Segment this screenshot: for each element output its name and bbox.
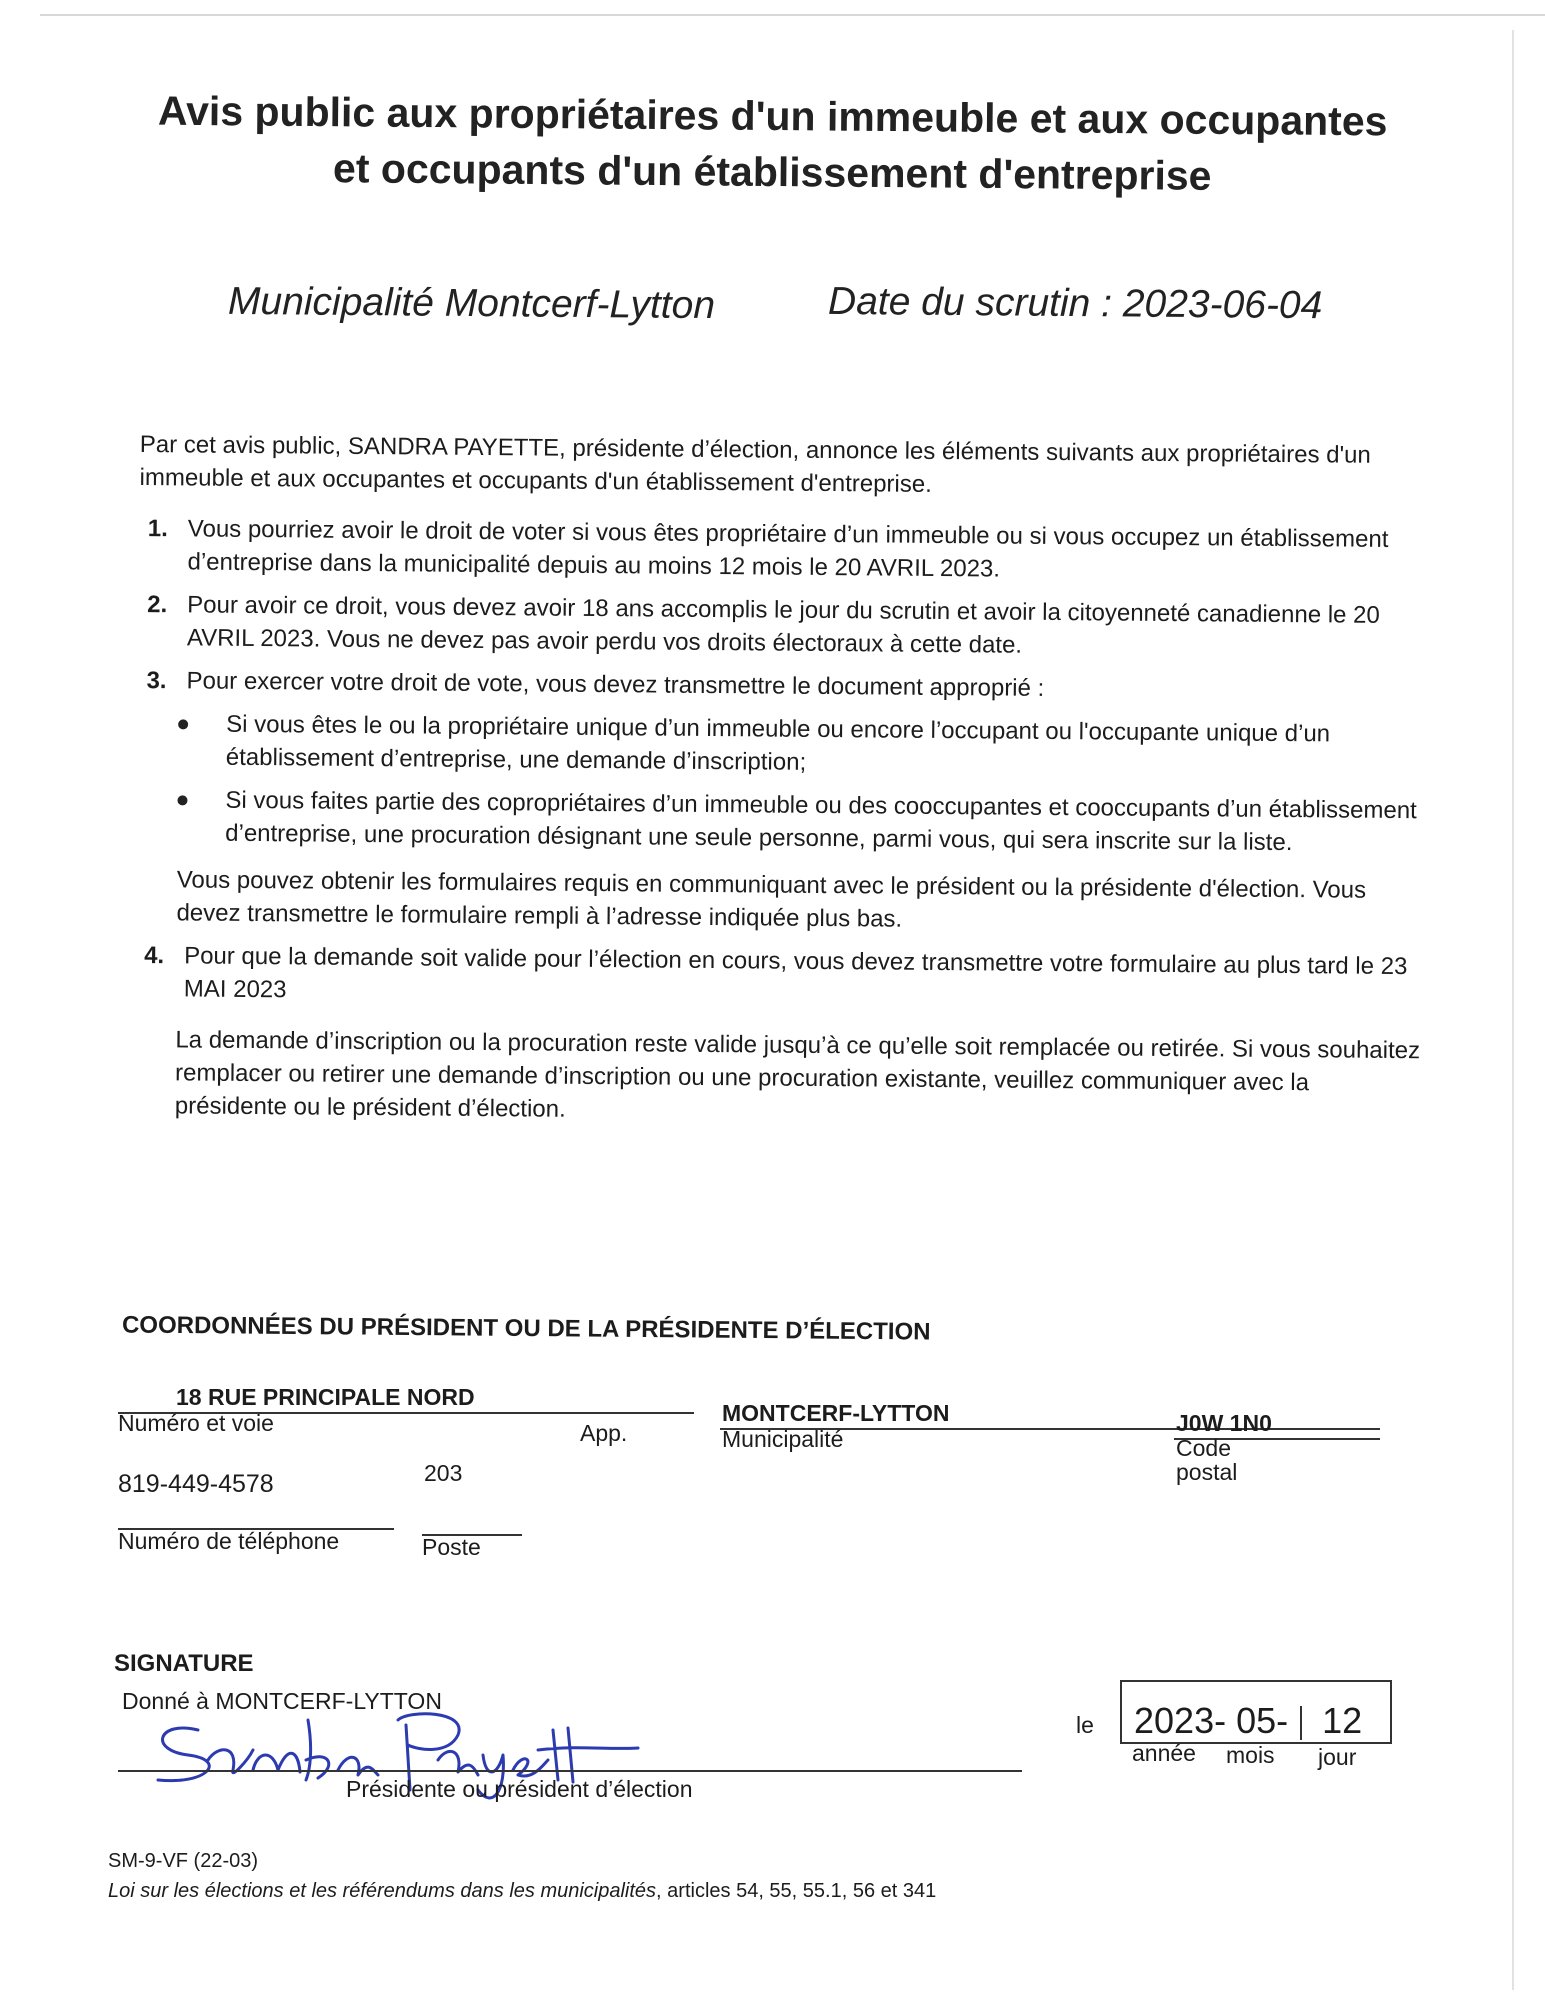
bullet-icon bbox=[178, 719, 188, 729]
bullet-item bbox=[138, 707, 1429, 784]
date-prefix: le bbox=[1076, 1712, 1094, 1738]
list-item-1 bbox=[139, 512, 1430, 589]
signature-date-value bbox=[1134, 1700, 1362, 1742]
form-code: SM-9-VF (22-03) bbox=[108, 1850, 259, 1872]
postal-code-label-2: postal bbox=[1176, 1459, 1238, 1485]
intro-paragraph: Par cet avis public, SANDRA PAYETTE, présidente d’élection, annonce les éléments suivants aux propriétaires d'un immeuble et aux occupantes et occupants d'un établissement d'entreprise. bbox=[139, 430, 1371, 498]
signature-heading: SIGNATURE bbox=[114, 1650, 254, 1677]
item-text: Pour que la demande soit valide pour l’élection en cours, vous devez transmettre votre formulaire au plus tard le 23 MAI 2023 bbox=[183, 942, 1408, 1004]
street-label: Numéro et voie bbox=[118, 1410, 274, 1436]
title-line-1: Avis public aux propriétaires d'un immeuble et aux occupantes bbox=[157, 87, 1388, 145]
law-articles: , articles 54, 55, 55.1, 56 et 341 bbox=[656, 1880, 937, 1902]
scan-right-edge bbox=[1512, 30, 1514, 1990]
item-text: Pour avoir ce droit, vous devez avoir 18 ans accomplis le jour du scrutin et avoir la citoyenneté canadienne le 20 AVRIL 2023. Vous ne devez pas avoir perdu vos droits électoraux à cette date. bbox=[186, 591, 1380, 659]
numbered-list bbox=[135, 512, 1430, 1133]
given-at-text: Donné à MONTCERF-LYTTON bbox=[122, 1688, 442, 1714]
list-item-2 bbox=[139, 588, 1430, 665]
bullet-text: Si vous êtes le ou la propriétaire unique d’un immeuble ou encore l’occupant ou l'occupante unique d’un établissement d’entreprise, une demande d’inscription; bbox=[225, 710, 1331, 776]
phone-label: Numéro de téléphone bbox=[118, 1528, 340, 1554]
extension-value: 203 bbox=[424, 1460, 463, 1486]
item-number: 4. bbox=[144, 942, 165, 970]
bullet-item bbox=[137, 783, 1428, 860]
law-title: Loi sur les élections et les référendums dans les municipalités bbox=[108, 1880, 657, 1902]
item-number: 2. bbox=[147, 591, 168, 619]
date-year-month: 2023- 05- bbox=[1134, 1700, 1289, 1741]
app-label: App. bbox=[580, 1420, 628, 1446]
item-text: Pour exercer votre droit de vote, vous devez transmettre le document approprié : bbox=[186, 667, 1045, 702]
document-title bbox=[100, 82, 1446, 206]
item-text: Vous pourriez avoir le droit de voter si vous êtes propriétaire d’un immeuble ou si vous occupez un établissement d’entreprise dans la municipalité depuis au moins 12 mois le 20 AVRIL 2023. bbox=[187, 515, 1389, 583]
bullet-text: Si vous faites partie des copropriétaires d’un immeuble ou des cooccupantes et cooccupants d’un établissement d’entreprise, une procuration désignant une seule personne, parmi vous, qui sera inscrite sur la liste. bbox=[225, 786, 1417, 857]
extension-label: Poste bbox=[422, 1534, 481, 1560]
postal-code-value: J0W 1N0 bbox=[1176, 1410, 1272, 1436]
phone-value: 819-449-4578 bbox=[118, 1470, 274, 1498]
date-day: 12 bbox=[1322, 1700, 1363, 1741]
signature-line bbox=[118, 1770, 1022, 1772]
contact-section-heading: COORDONNÉES DU PRÉSIDENT OU DE LA PRÉSIDENTE D’ÉLECTION bbox=[121, 1311, 931, 1346]
date-label-year: année bbox=[1132, 1740, 1196, 1766]
postal-code-label-1: Code bbox=[1176, 1435, 1231, 1461]
municipality-heading: Municipalité Montcerf-Lytton bbox=[227, 279, 716, 328]
bullet-icon bbox=[177, 795, 187, 805]
law-reference bbox=[108, 1880, 936, 1903]
list-item-4 bbox=[136, 939, 1427, 1016]
street-value: 18 RUE PRINCIPALE NORD bbox=[176, 1384, 475, 1410]
municipality-value: MONTCERF-LYTTON bbox=[722, 1400, 950, 1426]
date-label-day: jour bbox=[1318, 1744, 1357, 1770]
item-number: 1. bbox=[147, 515, 168, 543]
list-item-3 bbox=[138, 664, 1428, 708]
bullet-list bbox=[137, 707, 1428, 860]
date-label-month: mois bbox=[1226, 1742, 1275, 1768]
municipality-label: Municipalité bbox=[722, 1426, 844, 1452]
item-number: 3. bbox=[146, 667, 167, 695]
signer-role-label: Présidente ou président d’élection bbox=[346, 1776, 693, 1802]
title-line-2: et occupants d'un établissement d'entreprise bbox=[332, 145, 1212, 199]
election-date-heading: Date du scrutin : 2023-06-04 bbox=[827, 279, 1323, 328]
forms-note: Vous pouvez obtenir les formulaires requis en communiquant avec le président ou la présidente d'élection. Vous devez transmettre le formulaire rempli à l’adresse indiquée plus bas. bbox=[176, 866, 1367, 933]
scan-top-edge bbox=[40, 14, 1545, 16]
validity-note: La demande d’inscription ou la procuration reste valide jusqu’à ce qu’elle soit remplacée ou retirée. Si vous souhaitez remplacer ou retirer une demande d’inscription ou une procuration existante, veuillez communiquer avec la présidente ou le président d’élection. bbox=[174, 1026, 1421, 1123]
